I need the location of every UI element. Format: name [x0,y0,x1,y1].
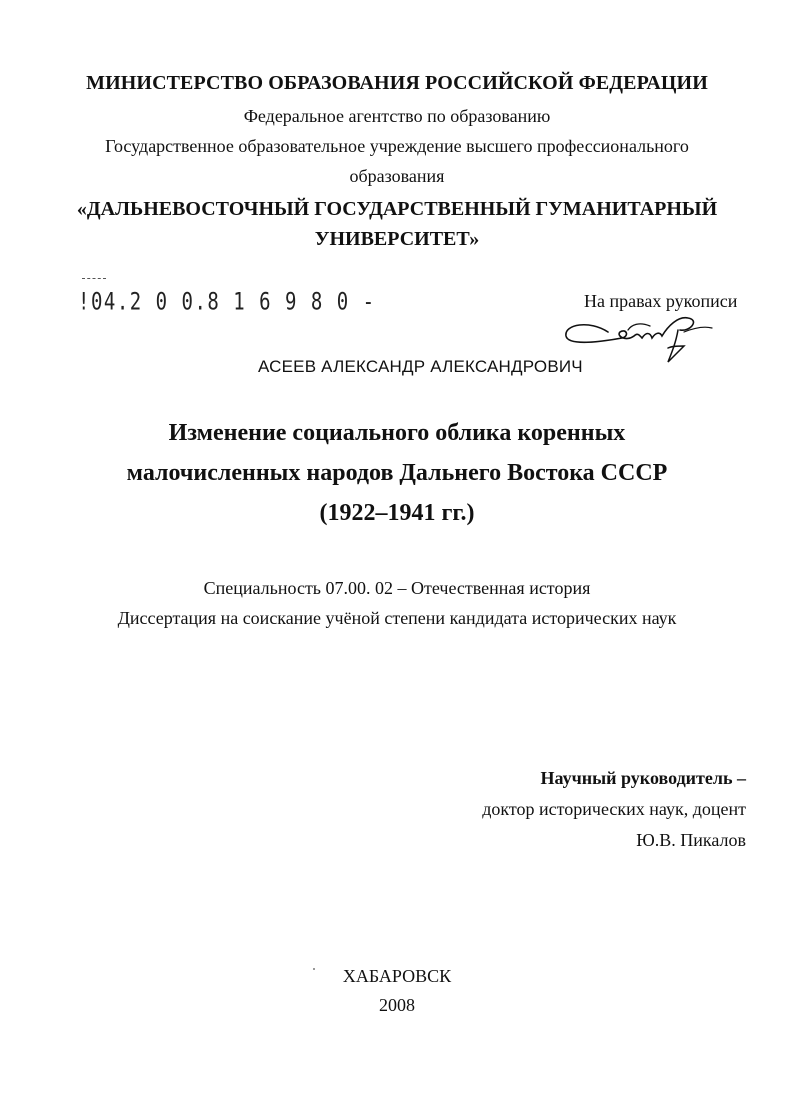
institution-type-line1: Государственное образовательное учреждение высшего профессионального [105,136,689,156]
city-name: ХАБАРОВСК [342,966,452,986]
dissertation-title-line1: Изменение социального облика коренных [168,420,626,446]
stamp-mark [82,278,106,282]
registry-stamp-number: !04.2 0 0.8 1 6 9 8 0 - [78,288,376,316]
university-name-line2: УНИВЕРСИТЕТ» [314,228,480,250]
dissertation-type-line: Диссертация на соискание учёной степени кандидата исторических наук [117,608,677,628]
dissertation-title-line3: (1922–1941 гг.) [319,500,475,526]
manuscript-rights-note: На правах рукописи [584,291,738,311]
publication-year: 2008 [379,995,415,1015]
handwritten-signature [560,302,720,372]
university-name-line1: «ДАЛЬНЕВОСТОЧНЫЙ ГОСУДАРСТВЕННЫЙ ГУМАНИТАРНЫЙ [76,198,718,220]
institution-type-line2: образования [349,166,445,186]
specialty-line: Специальность 07.00. 02 – Отечественная история [203,578,591,598]
author-name: АСЕЕВ АЛЕКСАНДР АЛЕКСАНДРОВИЧ [258,357,583,376]
ministry-heading: МИНИСТЕРСТВО ОБРАЗОВАНИЯ РОССИЙСКОЙ ФЕДЕРАЦИИ [86,72,708,94]
dissertation-title-line2: малочисленных народов Дальнего Востока СССР [126,460,668,486]
advisor-label: Научный руководитель – [540,768,746,788]
agency-name: Федеральное агентство по образованию [243,106,551,126]
advisor-name: Ю.В. Пикалов [636,830,746,850]
advisor-degree: доктор исторических наук, доцент [482,799,746,819]
